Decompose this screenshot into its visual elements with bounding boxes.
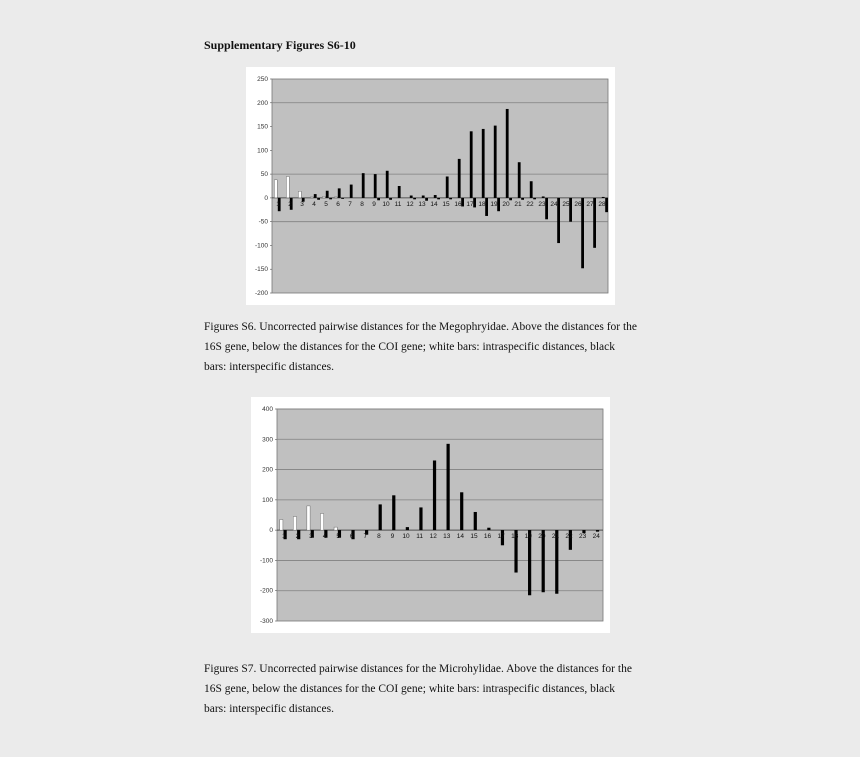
bar	[406, 527, 409, 530]
y-tick-label: -200	[259, 587, 273, 595]
x-tick-label: 10	[382, 200, 390, 208]
bar	[494, 126, 497, 198]
x-tick-label: 6	[349, 533, 354, 541]
y-tick-label: 100	[257, 147, 268, 155]
x-tick-label: 13	[418, 200, 426, 208]
figure-s6-caption	[204, 317, 664, 377]
y-tick-label: 250	[257, 76, 268, 83]
bar	[530, 181, 533, 198]
x-tick-label: 20	[502, 200, 510, 208]
y-tick-label: 0	[269, 527, 273, 535]
bar	[398, 186, 401, 198]
x-tick-label: 17	[466, 200, 474, 208]
figure-s7-chart	[251, 397, 610, 633]
bar	[506, 109, 509, 198]
bar	[379, 504, 382, 530]
bar	[389, 198, 392, 200]
bar	[314, 194, 317, 198]
x-tick-label: 3	[309, 533, 313, 541]
x-tick-label: 2	[295, 533, 300, 541]
x-tick-label: 27	[586, 200, 594, 208]
plot-area	[277, 409, 603, 621]
x-tick-label: 26	[574, 200, 582, 208]
x-tick-label: 21	[551, 533, 560, 541]
bar	[386, 171, 389, 198]
bar	[377, 198, 380, 200]
x-tick-label: 24	[550, 200, 558, 208]
bar	[326, 191, 329, 198]
bar	[602, 197, 605, 198]
y-tick-label: 200	[262, 466, 273, 474]
x-tick-label: 18	[478, 200, 486, 208]
bar	[596, 530, 599, 532]
y-tick-label: 400	[262, 406, 273, 413]
bar	[310, 197, 313, 198]
bar	[317, 198, 320, 200]
x-tick-label: 10	[402, 533, 410, 541]
bar	[341, 198, 344, 199]
caption-line: bars: interspecific distances.	[204, 361, 334, 373]
bar	[581, 198, 584, 268]
x-tick-label: 11	[416, 533, 423, 541]
y-tick-label: 0	[264, 194, 268, 202]
section-heading: Supplementary Figures S6-10	[204, 38, 356, 52]
x-tick-label: 16	[454, 200, 462, 208]
x-tick-label: 18	[511, 533, 519, 541]
x-tick-label: 8	[377, 533, 381, 541]
x-tick-label: 28	[598, 200, 606, 208]
x-tick-label: 5	[324, 200, 328, 208]
caption-line: Figures S6. Uncorrected pairwise distances for the Megophryidae. Above the distances for the	[204, 321, 638, 333]
bar	[334, 527, 337, 530]
figure-s7	[251, 397, 610, 633]
bar	[470, 131, 473, 198]
y-tick-label: -150	[254, 266, 268, 274]
x-tick-label: 9	[390, 533, 395, 541]
y-tick-label: 200	[257, 99, 268, 107]
caption-line: Figures S7. Uncorrected pairwise distances for the Microhylidae. Above the distances for the	[204, 663, 632, 675]
bar	[307, 506, 310, 530]
x-tick-label: 20	[538, 533, 546, 541]
x-tick-label: 2	[288, 200, 292, 208]
y-tick-label: 50	[260, 171, 268, 179]
bar	[474, 512, 477, 530]
x-tick-label: 1	[276, 200, 280, 208]
bar	[542, 196, 545, 197]
bar	[449, 198, 452, 199]
y-tick-label: -100	[254, 242, 268, 250]
bar	[280, 520, 283, 531]
plot-area	[272, 79, 608, 293]
x-tick-label: 23	[538, 200, 546, 208]
bar	[446, 176, 449, 197]
x-tick-label: 23	[579, 533, 587, 541]
bar	[437, 198, 440, 199]
bar	[298, 191, 301, 198]
bar	[434, 195, 437, 198]
bar	[410, 196, 413, 198]
bar	[521, 198, 524, 200]
x-tick-label: 1	[281, 533, 286, 541]
x-tick-label: 8	[360, 200, 364, 208]
x-tick-label: 11	[394, 200, 402, 208]
bar	[518, 162, 521, 198]
bar	[293, 517, 296, 531]
x-tick-label: 13	[443, 533, 451, 541]
x-tick-label: 4	[322, 533, 327, 541]
bar	[274, 180, 277, 198]
x-tick-label: 22	[565, 533, 573, 541]
bar	[286, 176, 289, 197]
bar	[334, 197, 337, 198]
x-tick-label: 15	[470, 533, 478, 541]
bar	[320, 513, 323, 530]
y-tick-label: -200	[254, 290, 268, 297]
x-tick-label: 24	[592, 533, 600, 541]
x-tick-label: 12	[429, 533, 437, 541]
y-tick-label: 100	[262, 496, 273, 504]
bar	[413, 198, 416, 199]
caption-line: 16S gene, below the distances for the COI gene; white bars: intraspecific distances, black	[204, 341, 615, 353]
y-tick-label: 150	[257, 123, 268, 131]
bar	[458, 159, 461, 198]
bar	[460, 492, 463, 530]
y-tick-label: -300	[259, 618, 273, 625]
x-tick-label: 3	[300, 200, 304, 208]
figure-s6	[246, 67, 615, 305]
bar	[329, 198, 332, 199]
x-tick-label: 17	[497, 533, 505, 541]
y-tick-label: 300	[262, 436, 273, 444]
y-tick-label: -50	[258, 218, 268, 226]
x-tick-label: 9	[372, 200, 376, 208]
caption-line: bars: interspecific distances.	[204, 703, 334, 715]
x-tick-label: 21	[514, 200, 522, 208]
y-tick-label: -100	[259, 557, 273, 565]
x-tick-label: 4	[312, 200, 316, 208]
bar	[422, 196, 425, 198]
bar	[322, 196, 325, 197]
bar	[447, 444, 450, 530]
x-tick-label: 22	[526, 200, 534, 208]
x-tick-label: 15	[442, 200, 450, 208]
bar	[374, 174, 377, 198]
bar	[533, 198, 536, 199]
x-tick-label: 14	[456, 533, 464, 541]
bar	[487, 528, 490, 530]
bar	[392, 495, 395, 530]
x-tick-label: 5	[336, 533, 340, 541]
bar	[419, 507, 422, 530]
x-tick-label: 12	[406, 200, 414, 208]
figure-s7-caption	[204, 659, 664, 719]
bar	[338, 188, 341, 198]
x-tick-label: 6	[336, 200, 340, 208]
x-tick-label: 14	[430, 200, 438, 208]
x-tick-label: 16	[483, 533, 492, 541]
bar	[362, 173, 365, 198]
x-tick-label: 19	[524, 533, 532, 541]
caption-line: 16S gene, below the distances for the COI gene; white bars: intraspecific distances, black	[204, 683, 615, 695]
figure-s6-chart	[246, 67, 615, 305]
x-tick-label: 19	[490, 200, 498, 208]
x-tick-label: 7	[363, 533, 368, 541]
bar	[350, 185, 353, 198]
bar	[433, 460, 436, 530]
bar	[482, 129, 485, 198]
x-tick-label: 25	[562, 200, 570, 208]
x-tick-label: 7	[348, 200, 352, 208]
